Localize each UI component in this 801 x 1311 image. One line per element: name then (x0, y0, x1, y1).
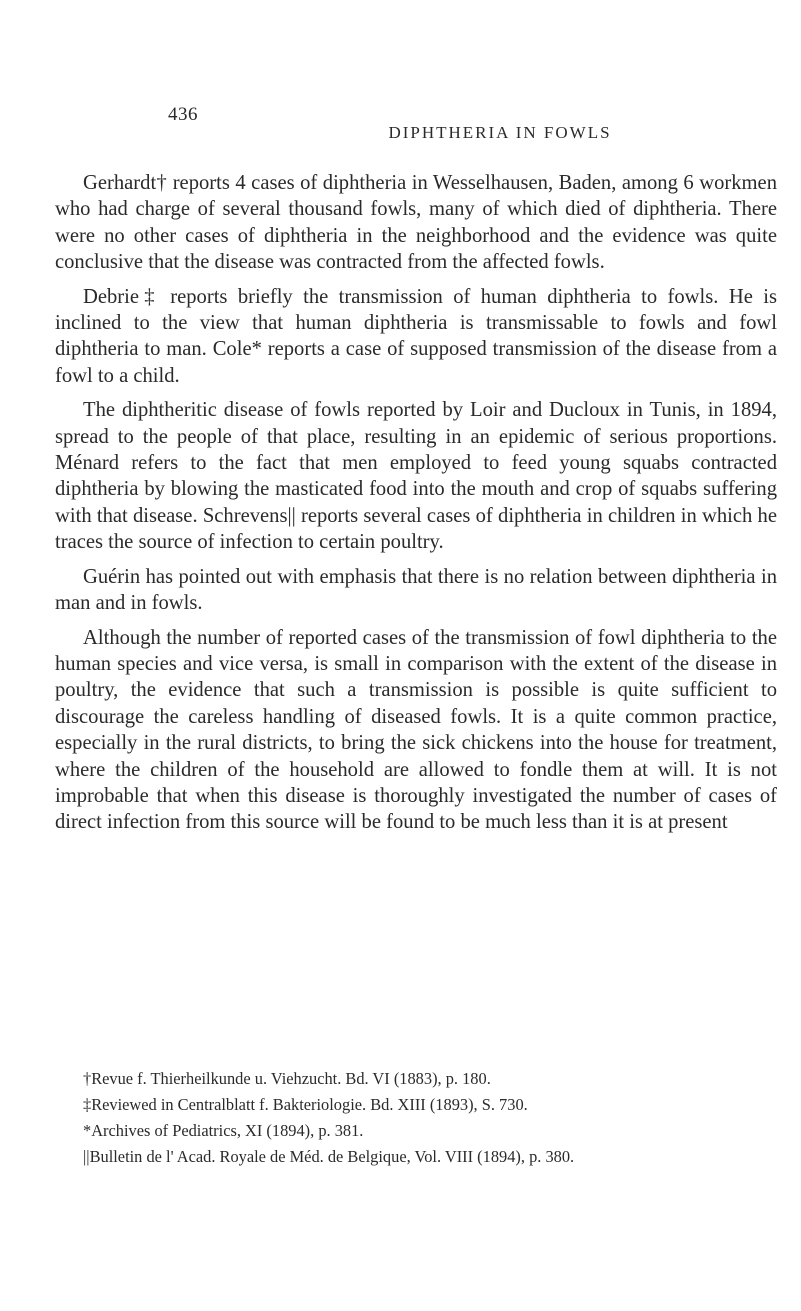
footnote-double-dagger: ‡Reviewed in Centralblatt f. Bakteriologie. Bd. XIII (1893), S. 730. (83, 1095, 528, 1114)
body-text (55, 170, 777, 844)
footnote-parallel: ||Bulletin de l' Acad. Royale de Méd. de Belgique, Vol. VIII (1894), p. 380. (83, 1147, 575, 1166)
footnote-dagger: †Revue f. Thierheilkunde u. Viehzucht. Bd. VI (1883), p. 180. (83, 1069, 491, 1088)
paragraph-gerhardt: Gerhardt† reports 4 cases of diphtheria in Wesselhausen, Baden, among 6 workmen who had charge of several thousand fowls, many of which died of diphtheria. There were no other cases of diphtheria in the neighborhood and the evidence was quite conclusive that the disease was contracted from the affected fowls. (55, 172, 777, 274)
footnotes (55, 1068, 777, 1172)
paragraph-debrie: Debrie‡ reports briefly the transmission of human diphtheria to fowls. He is inclined to the view that human diphtheria is transmissable to fowls and fowl diphtheria to man. Cole* reports a case of supposed transmission of the disease from a fowl to a child. (55, 285, 777, 387)
paragraph-loir-ducloux: The diphtheritic disease of fowls reported by Loir and Ducloux in Tunis, in 1894, spread to the people of that place, resulting in an epidemic of serious proportions. Ménard refers to the fact that men employed to feed young squabs contracted diphtheria by blowing the masticated food into the mouth and crop of squabs suffering with that disease. Schrevens|| reports several cases of diphtheria in children in which he traces the source of infection to certain poultry. (55, 399, 777, 554)
paragraph-transmission: Although the number of reported cases of the transmission of fowl diphtheria to the human species and vice versa, is small in comparison with the extent of the disease in poultry, the evidence that such a transmission is possible is quite sufficient to discourage the careless handling of diseased fowls. It is a quite common practice, especially in the rural districts, to bring the sick chickens into the house for treatment, where the children of the household are allowed to fondle them at will. It is not improbable that when this disease is thoroughly investigated the number of cases of direct infection from this source will be found to be much less than it is at present (55, 626, 777, 834)
page-number: 436 (168, 104, 198, 125)
paragraph-guerin: Guérin has pointed out with emphasis that there is no relation between diphtheria in man and in fowls. (55, 565, 777, 615)
running-head: DIPHTHERIA IN FOWLS (388, 123, 612, 142)
footnote-asterisk: *Archives of Pediatrics, XI (1894), p. 381. (83, 1121, 364, 1140)
